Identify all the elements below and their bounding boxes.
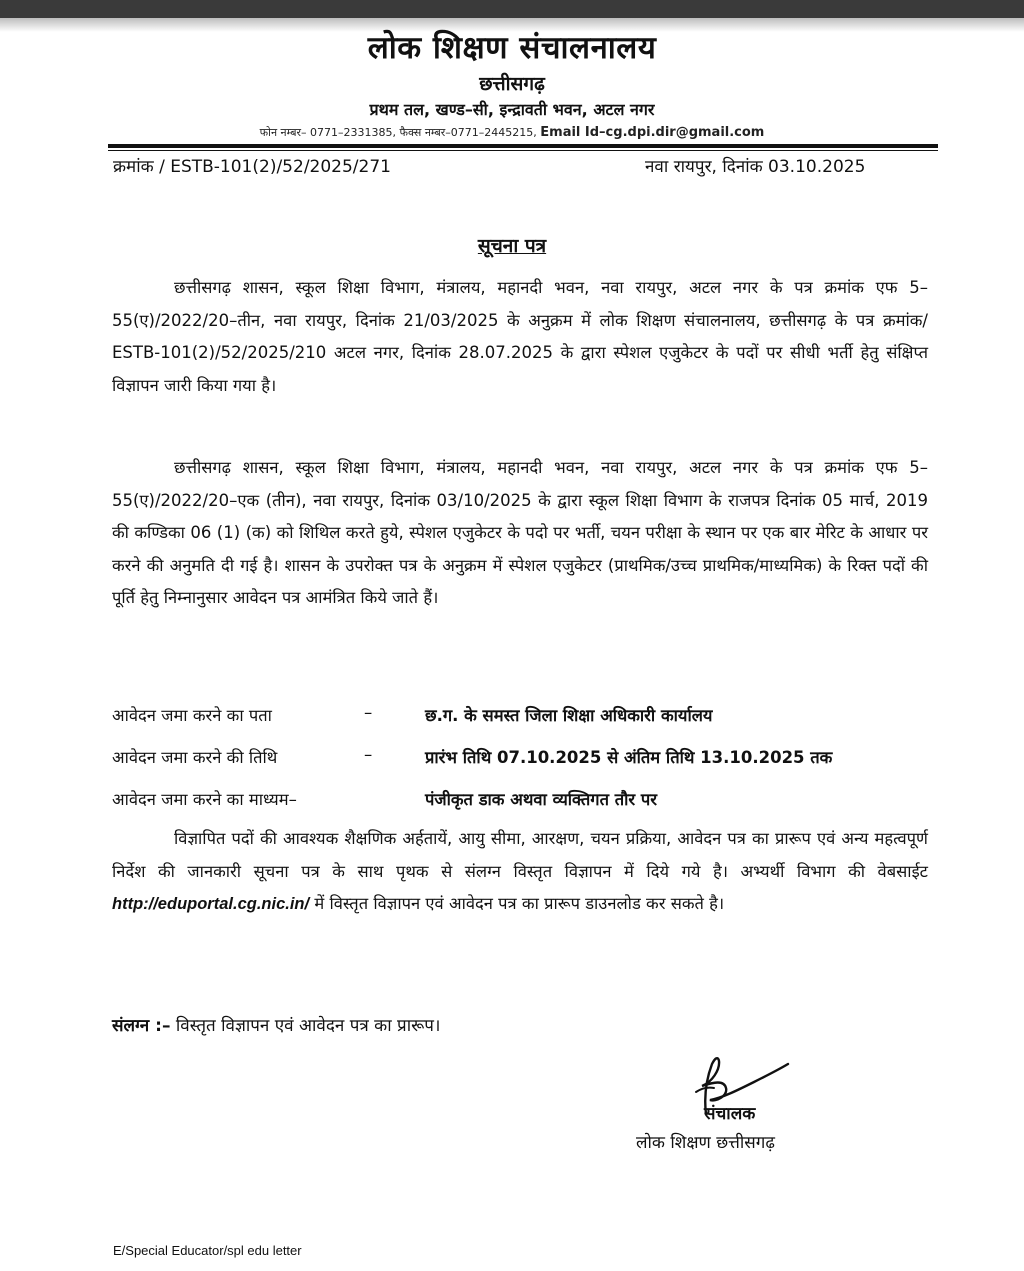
signatory-designation: संचालक [704, 1104, 756, 1124]
detail-value: प्रारंभ तिथि 07.10.2025 से अंतिम तिथि 13.10.2025 तक [425, 748, 833, 767]
detail-value: छ.ग. के समस्त जिला शिक्षा अधिकारी कार्यालय [425, 706, 713, 725]
window-top-bar [0, 0, 1024, 18]
detail-label: आवेदन जमा करने की तिथि [112, 748, 278, 767]
notice-heading: सूचना पत्र [477, 235, 547, 257]
letterhead-rule-thin [108, 150, 938, 151]
signatory-organization: लोक शिक्षण छत्तीसगढ़ [636, 1133, 775, 1153]
detail-dash: – [364, 745, 373, 764]
website-link[interactable]: http://eduportal.cg.nic.in/ [112, 895, 310, 914]
detail-row-dates [112, 745, 942, 775]
enclosure-line [112, 1013, 440, 1036]
letterhead-rule-thick [108, 144, 938, 148]
letterhead-title: लोक शिक्षण संचालनालय [367, 30, 657, 66]
enclosure-label: संलग्न :– [112, 1016, 171, 1036]
paragraph-2: छत्तीसगढ़ शासन, स्कूल शिक्षा विभाग, मंत्रालय, महानदी भवन, नवा रायपुर, अटल नगर के पत्र क्रमांक एफ 5–55(ए)/2022/20–एक (तीन), नवा रायपुर, दिनांक 03/10/2025 के द्वारा स्कूल शिक्षा विभाग के राजपत्र दिनांक 05 मार्च, 2019 की कण्डिका 06 (1) (क) को शिथिल करते हुये, स्पेशल एजुकेटर के पदो पर भर्ती, चयन परीक्षा के स्थान पर एक बार मेरिट के आधार पर करने की अनुमति दी गई है। शासन के उपरोक्त पत्र के अनुक्रम में स्पेशल एजुकेटर (प्राथमिक/उच्च प्राथमिक/माध्यमिक) के रिक्त पदों की पूर्ति हेतु निम्नानुसार आवेदन पत्र आमंत्रित किये जाते हैं। [112, 458, 928, 608]
letterhead-address: प्रथम तल, खण्ड–सी, इन्द्रावती भवन, अटल नगर [369, 100, 655, 119]
detail-row-address [112, 703, 942, 733]
detail-dash: – [364, 703, 373, 722]
paragraph-1: छत्तीसगढ़ शासन, स्कूल शिक्षा विभाग, मंत्रालय, महानदी भवन, नवा रायपुर, अटल नगर के पत्र क्रमांक एफ 5–55(ए)/2022/20–तीन, नवा रायपुर, दिनांक 21/03/2025 के अनुक्रम में लोक शिक्षण संचालनालय, छत्तीसगढ़ के पत्र क्रमांक/ ESTB-101(2)/52/2025/210 अटल नगर, दिनांक 28.07.2025 के द्वारा स्पेशल एजुकेटर के पदों पर सीधी भर्ती हेतु संक्षिप्त विज्ञापन जारी किया गया है। [112, 278, 928, 395]
reference-date: नवा रायपुर, दिनांक 03.10.2025 [645, 157, 866, 177]
detail-label: आवेदन जमा करने का पता [112, 706, 272, 725]
reference-number: क्रमांक / ESTB-101(2)/52/2025/271 [113, 157, 391, 177]
letterhead-phone: फोन नम्बर– 0771–2331385, फैक्स नम्बर–0771–2445215, [259, 126, 537, 139]
paragraph-3 [112, 823, 928, 921]
enclosure-text: विस्तृत विज्ञापन एवं आवेदन पत्र का प्रारूप। [175, 1016, 441, 1036]
file-path-footer: E/Special Educator/spl edu letter [113, 1243, 302, 1258]
detail-value: पंजीकृत डाक अथवा व्यक्तिगत तौर पर [425, 790, 658, 809]
letterhead-state: छत्तीसगढ़ [479, 73, 545, 95]
letterhead-email: Email Id–cg.dpi.dir@gmail.com [540, 125, 765, 140]
detail-label: आवेदन जमा करने का माध्यम– [112, 790, 297, 809]
detail-row-medium [112, 787, 942, 817]
paragraph-3-text-b: में विस्तृत विज्ञापन एवं आवेदन पत्र का प्रारूप डाउनलोड कर सकते है। [314, 894, 725, 914]
letterhead-contact [0, 125, 1024, 140]
paragraph-3-text-a: विज्ञापित पदों की आवश्यक शैक्षणिक अर्हतायें, आयु सीमा, आरक्षण, चयन प्रक्रिया, आवेदन पत्र का प्रारूप एवं अन्य महत्वपूर्ण निर्देश की जानकारी सूचना पत्र के साथ पृथक से संलग्न विस्तृत विज्ञापन में दिये गये है। अभ्यर्थी विभाग की वेबसाईट [112, 829, 928, 881]
